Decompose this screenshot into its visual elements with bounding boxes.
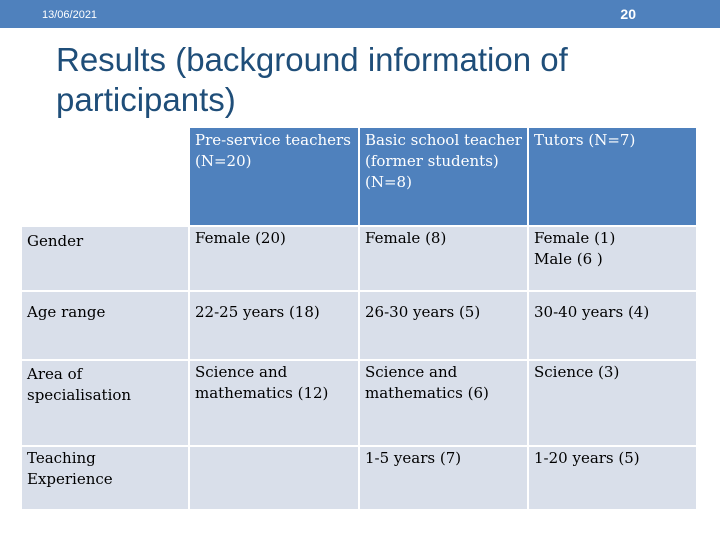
header-cell-pre-service: Pre-service teachers (N=20) [189, 127, 359, 226]
table-header-row [21, 127, 697, 226]
row-label-gender: Gender [21, 226, 189, 291]
top-bar [0, 0, 720, 28]
tutors-gender-male: Male (6 ) [534, 250, 603, 268]
table-cell: Science and mathematics (12) [189, 360, 359, 446]
row-label-specialisation: Area of specialisation [21, 360, 189, 446]
table-cell: Science and mathematics (6) [359, 360, 528, 446]
participants-table [20, 126, 698, 511]
table-cell: Science (3) [528, 360, 697, 446]
table-cell: 30-40 years (4) [528, 291, 697, 360]
slide-date: 13/06/2021 [42, 9, 98, 21]
table-cell: 1-20 years (5) [528, 446, 697, 510]
table-cell: 22-25 years (18) [189, 291, 359, 360]
table-cell: Female (20) [189, 226, 359, 291]
table-cell [189, 446, 359, 510]
slide-title: Results (background information of participants) [56, 41, 568, 118]
table-cell: Female (8) [359, 226, 528, 291]
row-label-age-range: Age range [21, 291, 189, 360]
table-row [21, 226, 697, 291]
table-row [21, 446, 697, 510]
header-cell-basic-school: Basic school teacher (former students) (N=8) [359, 127, 528, 226]
header-cell-tutors: Tutors (N=7) [528, 127, 697, 226]
table-cell: 1-5 years (7) [359, 446, 528, 510]
tutors-gender-female: Female (1) [534, 229, 616, 247]
row-label-teaching-experience: Teaching Experience [21, 446, 189, 510]
table-cell [528, 226, 697, 291]
table-row [21, 360, 697, 446]
header-cell-empty [21, 127, 189, 226]
table-row [21, 291, 697, 360]
table-cell: 26-30 years (5) [359, 291, 528, 360]
slide-page-number: 20 [620, 6, 636, 22]
